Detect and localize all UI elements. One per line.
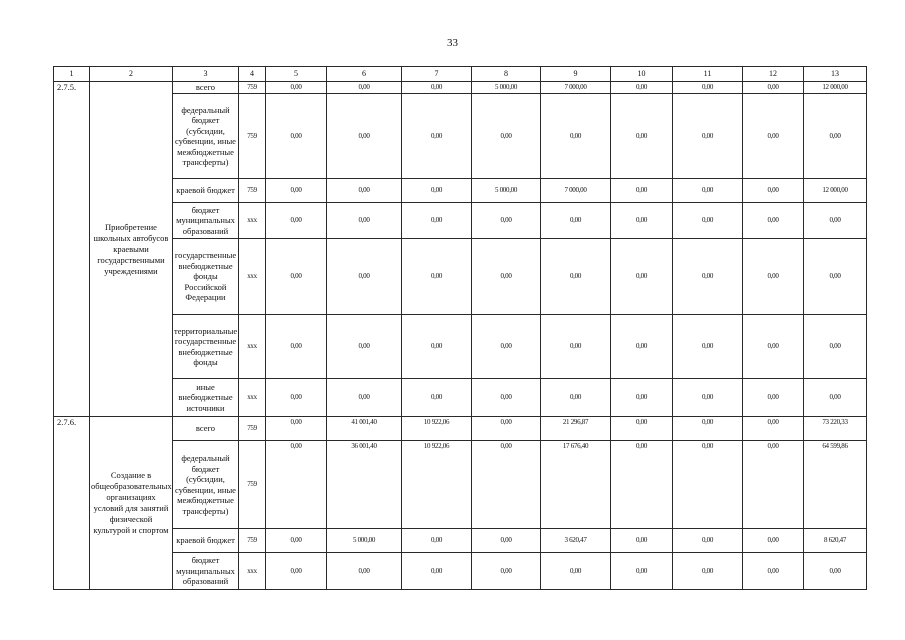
budget-code: ххх: [239, 315, 266, 379]
amount-cell: 0,00: [804, 239, 867, 315]
amount-cell: 0,00: [472, 441, 541, 529]
amount-cell: 0,00: [266, 553, 327, 590]
amount-cell: 0,00: [673, 179, 743, 203]
amount-cell: 0,00: [804, 94, 867, 179]
column-header: 10: [611, 67, 673, 82]
amount-cell: 0,00: [472, 379, 541, 417]
amount-cell: 0,00: [743, 94, 804, 179]
table-row: [54, 441, 867, 529]
amount-cell: 0,00: [541, 239, 611, 315]
amount-cell: 0,00: [673, 239, 743, 315]
table-row: [54, 529, 867, 553]
column-header: 4: [239, 67, 266, 82]
amount-cell: 0,00: [402, 553, 472, 590]
amount-cell: 0,00: [327, 179, 402, 203]
funding-source: федеральный бюджет (субсидии, субвенции, иные межбюджетные трансферты): [173, 94, 239, 179]
page-number: 33: [447, 37, 458, 49]
amount-cell: 0,00: [804, 379, 867, 417]
budget-code: ххх: [239, 553, 266, 590]
funding-source: иные внебюджетные источники: [173, 379, 239, 417]
amount-cell: 0,00: [402, 239, 472, 315]
amount-cell: 0,00: [611, 553, 673, 590]
amount-cell: 0,00: [541, 94, 611, 179]
amount-cell: 0,00: [673, 553, 743, 590]
amount-cell: 0,00: [673, 94, 743, 179]
amount-cell: 0,00: [743, 379, 804, 417]
amount-cell: 0,00: [266, 239, 327, 315]
amount-cell: 0,00: [402, 529, 472, 553]
amount-cell: 0,00: [472, 553, 541, 590]
amount-cell: 0,00: [402, 315, 472, 379]
amount-cell: 12 000,00: [804, 179, 867, 203]
amount-cell: 0,00: [402, 179, 472, 203]
amount-cell: 0,00: [541, 203, 611, 239]
section-code: 2.7.6.: [54, 417, 90, 590]
funding-source: федеральный бюджет (субсидии, субвенции, иные межбюджетные трансферты): [173, 441, 239, 529]
amount-cell: 17 676,40: [541, 441, 611, 529]
amount-cell: 0,00: [472, 203, 541, 239]
section-code: 2.7.5.: [54, 82, 90, 417]
budget-code: ххх: [239, 203, 266, 239]
amount-cell: 0,00: [743, 82, 804, 94]
table-row: [54, 417, 867, 441]
amount-cell: 0,00: [611, 441, 673, 529]
funding-source: всего: [173, 417, 239, 441]
amount-cell: 0,00: [472, 94, 541, 179]
amount-cell: 0,00: [611, 529, 673, 553]
amount-cell: 0,00: [743, 203, 804, 239]
table-body: [54, 67, 867, 590]
funding-source: бюджет муниципальных образований: [173, 203, 239, 239]
column-header: 12: [743, 67, 804, 82]
amount-cell: 0,00: [804, 553, 867, 590]
header-row: [54, 67, 867, 82]
section-name: Приобретение школьных автобусов краевыми государственными учреждениями: [90, 82, 173, 417]
table-row: [54, 379, 867, 417]
amount-cell: 0,00: [266, 82, 327, 94]
amount-cell: 10 922,06: [402, 441, 472, 529]
amount-cell: 0,00: [402, 203, 472, 239]
amount-cell: 0,00: [611, 315, 673, 379]
funding-source: государственные внебюджетные фонды Российской Федерации: [173, 239, 239, 315]
column-header: 7: [402, 67, 472, 82]
budget-code: 759: [239, 417, 266, 441]
funding-source: краевой бюджет: [173, 529, 239, 553]
amount-cell: 0,00: [743, 417, 804, 441]
amount-cell: 0,00: [266, 417, 327, 441]
amount-cell: 41 001,40: [327, 417, 402, 441]
column-header: 13: [804, 67, 867, 82]
column-header: 3: [173, 67, 239, 82]
amount-cell: 3 620,47: [541, 529, 611, 553]
amount-cell: 0,00: [611, 379, 673, 417]
column-header: 11: [673, 67, 743, 82]
amount-cell: 0,00: [743, 315, 804, 379]
funding-source: бюджет муниципальных образований: [173, 553, 239, 590]
budget-table: [53, 66, 867, 590]
table-row: [54, 203, 867, 239]
amount-cell: 0,00: [327, 203, 402, 239]
amount-cell: 0,00: [472, 417, 541, 441]
amount-cell: 5 000,00: [472, 82, 541, 94]
amount-cell: 0,00: [472, 239, 541, 315]
amount-cell: 7 000,00: [541, 82, 611, 94]
amount-cell: 8 620,47: [804, 529, 867, 553]
amount-cell: 5 000,00: [472, 179, 541, 203]
amount-cell: 0,00: [673, 529, 743, 553]
amount-cell: 0,00: [266, 315, 327, 379]
amount-cell: 0,00: [673, 441, 743, 529]
amount-cell: 0,00: [472, 315, 541, 379]
budget-code: 759: [239, 529, 266, 553]
amount-cell: 0,00: [327, 94, 402, 179]
amount-cell: 0,00: [327, 315, 402, 379]
amount-cell: 0,00: [266, 379, 327, 417]
amount-cell: 0,00: [673, 82, 743, 94]
amount-cell: 0,00: [611, 94, 673, 179]
amount-cell: 21 296,87: [541, 417, 611, 441]
table-row: [54, 82, 867, 94]
amount-cell: 12 000,00: [804, 82, 867, 94]
amount-cell: 0,00: [611, 82, 673, 94]
amount-cell: 36 001,40: [327, 441, 402, 529]
amount-cell: 0,00: [541, 315, 611, 379]
section-name: Создание в общеобразовательных организациях условий для занятий физической культурой и спортом: [90, 417, 173, 590]
table-row: [54, 239, 867, 315]
budget-code: 759: [239, 94, 266, 179]
amount-cell: 0,00: [327, 239, 402, 315]
amount-cell: 0,00: [266, 441, 327, 529]
amount-cell: 0,00: [673, 417, 743, 441]
amount-cell: 0,00: [611, 179, 673, 203]
amount-cell: 0,00: [266, 179, 327, 203]
budget-code: ххх: [239, 239, 266, 315]
amount-cell: 0,00: [266, 203, 327, 239]
amount-cell: 0,00: [804, 203, 867, 239]
amount-cell: 73 220,33: [804, 417, 867, 441]
amount-cell: 0,00: [743, 441, 804, 529]
table-row: [54, 553, 867, 590]
amount-cell: 0,00: [743, 179, 804, 203]
table-row: [54, 94, 867, 179]
budget-code: ххх: [239, 379, 266, 417]
amount-cell: 0,00: [327, 553, 402, 590]
amount-cell: 0,00: [266, 529, 327, 553]
amount-cell: 0,00: [327, 82, 402, 94]
column-header: 9: [541, 67, 611, 82]
amount-cell: 0,00: [266, 94, 327, 179]
amount-cell: 64 599,86: [804, 441, 867, 529]
column-header: 6: [327, 67, 402, 82]
amount-cell: 5 000,00: [327, 529, 402, 553]
amount-cell: 0,00: [743, 529, 804, 553]
budget-code: 759: [239, 441, 266, 529]
column-header: 5: [266, 67, 327, 82]
budget-code: 759: [239, 179, 266, 203]
amount-cell: 0,00: [327, 379, 402, 417]
amount-cell: 0,00: [611, 203, 673, 239]
table-row: [54, 315, 867, 379]
amount-cell: 0,00: [541, 379, 611, 417]
amount-cell: 0,00: [402, 379, 472, 417]
amount-cell: 0,00: [611, 239, 673, 315]
amount-cell: 0,00: [402, 94, 472, 179]
amount-cell: 0,00: [673, 315, 743, 379]
column-header: 8: [472, 67, 541, 82]
amount-cell: 0,00: [743, 239, 804, 315]
amount-cell: 0,00: [673, 379, 743, 417]
funding-source: краевой бюджет: [173, 179, 239, 203]
amount-cell: 0,00: [472, 529, 541, 553]
column-header: 1: [54, 67, 90, 82]
amount-cell: 0,00: [402, 82, 472, 94]
column-header: 2: [90, 67, 173, 82]
budget-code: 759: [239, 82, 266, 94]
amount-cell: 0,00: [541, 553, 611, 590]
amount-cell: 0,00: [804, 315, 867, 379]
funding-source: всего: [173, 82, 239, 94]
table-row: [54, 179, 867, 203]
amount-cell: 7 000,00: [541, 179, 611, 203]
funding-source: территориальные государственные внебюджетные фонды: [173, 315, 239, 379]
amount-cell: 10 922,06: [402, 417, 472, 441]
amount-cell: 0,00: [743, 553, 804, 590]
amount-cell: 0,00: [673, 203, 743, 239]
amount-cell: 0,00: [611, 417, 673, 441]
